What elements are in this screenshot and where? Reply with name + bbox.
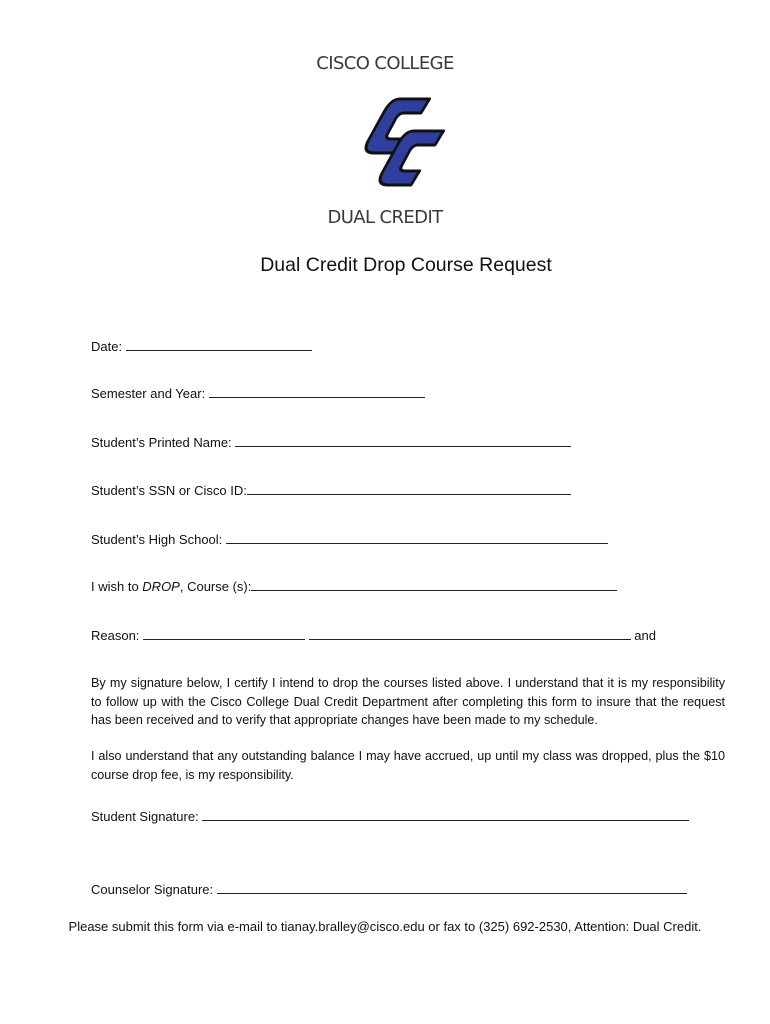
reason-field-2[interactable] (309, 627, 631, 640)
student-signature-row (91, 808, 689, 826)
semester-label: Semester and Year: (91, 386, 206, 401)
certify-paragraph: By my signature below, I certify I intend to drop the courses listed above. I understand that it is my responsibility to follow up with the Cisco College Dual Credit Department after completing this form to insure that the request has been received and to verify that appropriate changes have been made to my schedule. (91, 676, 725, 727)
semester-field[interactable] (209, 385, 425, 398)
student-signature-field[interactable] (202, 808, 689, 821)
page-title: Dual Credit Drop Course Request (260, 254, 552, 276)
submission-instructions: Please submit this form via e-mail to tianay.bralley@cisco.edu or fax to (325) 692-2530, Attention: Dual Credit. (68, 919, 702, 934)
cc-logo-icon (357, 93, 457, 189)
student-signature-label: Student Signature: (91, 809, 199, 824)
printed-name-row (91, 434, 571, 452)
printed-name-label: Student’s Printed Name: (91, 435, 232, 450)
ssn-row (91, 482, 571, 500)
reason-row (91, 627, 656, 645)
counselor-signature-row (91, 881, 687, 899)
drop-word: DROP (142, 579, 180, 594)
drop-suffix: , Course (s): (179, 579, 252, 594)
counselor-signature-label: Counselor Signature: (91, 882, 214, 897)
printed-name-field[interactable] (235, 434, 571, 447)
date-row (91, 338, 312, 356)
high-school-label: Student’s High School: (91, 532, 223, 547)
counselor-signature-field[interactable] (217, 881, 687, 894)
drop-course-field[interactable] (251, 578, 617, 591)
drop-prefix: I wish to (91, 579, 143, 594)
drop-course-row (91, 578, 617, 596)
reason-field-1[interactable] (143, 627, 305, 640)
high-school-row (91, 531, 608, 549)
reason-suffix: and (634, 628, 656, 643)
program-name: DUAL CREDIT (327, 207, 443, 228)
high-school-field[interactable] (226, 531, 608, 544)
date-field[interactable] (126, 338, 312, 351)
date-label: Date: (91, 339, 123, 354)
ssn-label: Student’s SSN or Cisco ID: (91, 483, 247, 498)
college-name: CISCO COLLEGE (316, 53, 454, 74)
balance-paragraph: I also understand that any outstanding balance I may have accrued, up until my class was dropped, plus the $10 course drop fee, is my responsibility. (91, 749, 725, 782)
semester-row (91, 385, 425, 403)
ssn-field[interactable] (247, 482, 571, 495)
reason-label: Reason: (91, 628, 140, 643)
